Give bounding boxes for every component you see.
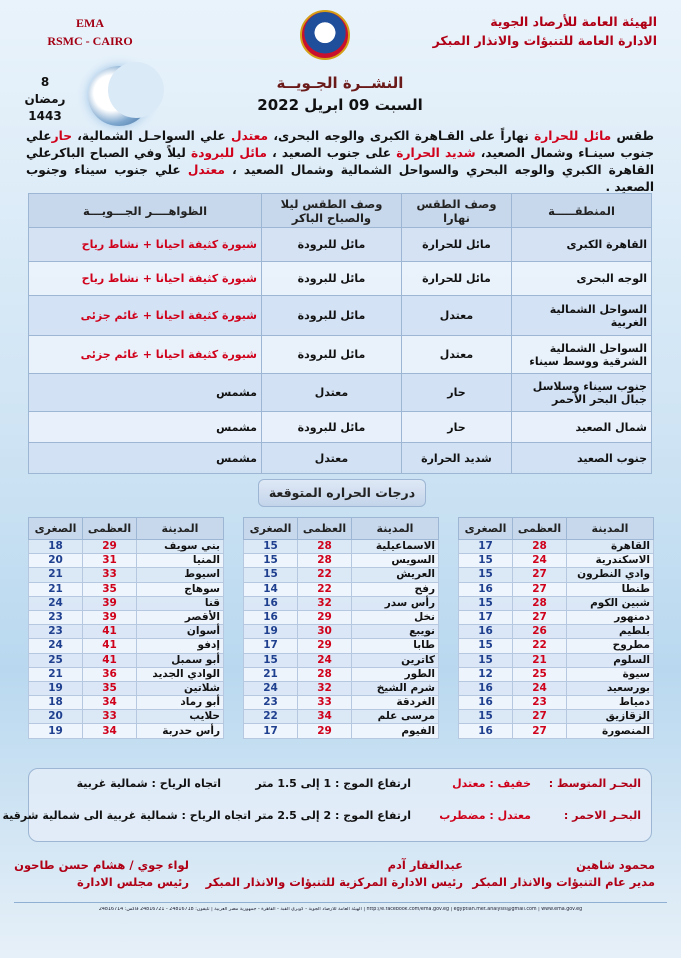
city-name: الأقصر [137,610,224,624]
min-temp: 17 [459,610,513,624]
footer-divider [14,902,667,903]
regional-weather-table [28,193,652,474]
city-name: رأس سدر [352,596,439,610]
day-desc: حار [402,374,512,412]
temp-row [459,554,654,568]
city-name: أسوان [137,625,224,639]
summary-highlight: شديد الحرارة [396,146,476,160]
phenomena-extra: + نشاط رياح [81,272,152,285]
head-name: عبدالغفار آدم [387,858,463,872]
max-temp: 27 [513,710,567,724]
temp-header-row [244,518,439,540]
max-temp: 29 [298,724,352,738]
director-title: مدير عام التنبؤات والانذار المبكر [472,875,655,889]
summary-highlight: معتدل [187,163,225,177]
summary-highlight: معتدل [231,129,269,143]
authority-name: الهيئة العامة للأرصاد الجوية [490,14,657,29]
mediterranean-row [29,777,651,807]
city-name: مطروح [567,639,654,653]
min-temp: 25 [29,653,83,667]
temp-row [29,582,224,596]
red-state: معتدل : مضطرب [439,809,531,822]
min-temp: 16 [244,610,298,624]
temperature-table-sinai [243,517,439,739]
city-name: اسيوط [137,568,224,582]
phenomena-extra: + غائم جزئى [80,309,152,322]
city-name: السلوم [567,653,654,667]
head-title: رئيس الادارة المركزية للتنبؤات والانذار المبكر [205,875,463,889]
max-temp: 26 [513,625,567,639]
temp-row [244,696,439,710]
phenomena [29,412,262,443]
summary-text: ليلاً وفي الصباح الباكرعلي القاهرة الكبري والوجه البحري والسواحل الشمالية وشمال الصعيد ، [26,146,654,177]
temp-row [29,696,224,710]
max-temp: 25 [513,667,567,681]
temp-row [459,639,654,653]
min-temp: 15 [459,639,513,653]
night-desc: مائل للبرودة [262,296,402,336]
temp-row [244,596,439,610]
max-temp: 24 [513,681,567,695]
city-name: المنيا [137,554,224,568]
temp-row [244,667,439,681]
min-temp: 24 [29,639,83,653]
city-name: قنا [137,596,224,610]
temp-row [459,540,654,554]
weather-summary [26,128,654,196]
med-label: البحـر المتوسط : [548,777,641,790]
hijri-year: 1443 [28,109,62,123]
city-name: الطور [352,667,439,681]
night-desc: معتدل [262,374,402,412]
city-name: السويس [352,554,439,568]
temp-row [244,710,439,724]
min-temp: 21 [29,667,83,681]
chairman-name: لواء جوي / هشام حسن طاحون [14,858,189,872]
table-row [29,336,652,374]
min-temp: 21 [244,667,298,681]
temp-row [459,653,654,667]
min-temp: 23 [244,696,298,710]
temp-row [29,596,224,610]
city-name: طنطا [567,582,654,596]
temp-header-min: الصغرى [29,518,83,540]
min-temp: 15 [459,554,513,568]
phenomena [29,443,262,474]
min-temp: 16 [459,681,513,695]
temp-row [244,724,439,738]
min-temp: 15 [244,540,298,554]
temp-row [459,568,654,582]
table-row [29,296,652,336]
max-temp: 34 [298,710,352,724]
night-desc: مائل للبرودة [262,336,402,374]
min-temp: 19 [29,681,83,695]
city-name: إدفو [137,639,224,653]
min-temp: 24 [244,681,298,695]
city-name: الاسكندرية [567,554,654,568]
max-temp: 27 [513,610,567,624]
table-row [29,262,652,296]
authority-header [433,12,657,50]
temp-header-row [459,518,654,540]
summary-text: نهاراً على القـاهرة الكبرى والوجه البحرى، [268,129,535,143]
temp-header-min: الصغرى [244,518,298,540]
phenomena-extra: مشمس [216,451,257,465]
temp-row [459,724,654,738]
temp-header-city: المدينة [567,518,654,540]
max-temp: 41 [83,639,137,653]
max-temp: 27 [513,568,567,582]
temp-row [244,582,439,596]
bulletin-date: السبت 09 ابريل 2022 [257,96,423,114]
max-temp: 34 [83,724,137,738]
night-desc: معتدل [262,443,402,474]
min-temp: 15 [244,554,298,568]
temp-header-max: العظمى [83,518,137,540]
temp-row [29,710,224,724]
max-temp: 28 [298,554,352,568]
city-name: رفح [352,582,439,596]
min-temp: 15 [459,596,513,610]
max-temp: 28 [513,596,567,610]
day-desc: مائل للحرارة [402,228,512,262]
max-temp: 34 [83,696,137,710]
temp-row [244,568,439,582]
header-phenomena: الظواهــــر الجـــويـــة [29,194,262,228]
hijri-day: 8 [40,75,50,89]
min-temp: 17 [244,724,298,738]
signature-head [206,857,463,891]
table-row [29,374,652,412]
city-name: بورسعيد [567,681,654,695]
temp-row [29,667,224,681]
min-temp: 14 [244,582,298,596]
min-temp: 23 [29,610,83,624]
signature-director [472,857,655,891]
max-temp: 22 [513,639,567,653]
min-temp: 21 [29,582,83,596]
temp-row [244,639,439,653]
city-name: أبو سمبل [137,653,224,667]
city-name: كاترين [352,653,439,667]
city-name: طابا [352,639,439,653]
summary-highlight: حار [51,129,73,143]
max-temp: 28 [513,540,567,554]
min-temp: 15 [459,710,513,724]
phenomena [29,262,262,296]
sea-state-panel [2,768,652,842]
temp-header-min: الصغرى [459,518,513,540]
summary-highlight: مائل للحرارة [534,129,612,143]
day-desc: شديد الحرارة [402,443,512,474]
temp-row [244,540,439,554]
max-temp: 28 [298,667,352,681]
max-temp: 33 [83,568,137,582]
temperature-section-title: درجات الحراره المتوقعة [258,479,426,507]
max-temp: 27 [513,582,567,596]
phenomena [29,296,262,336]
city-name: شلاتين [137,681,224,695]
temp-row [29,568,224,582]
phenomena-extra: + نشاط رياح [81,238,152,251]
city-name: أبو رماد [137,696,224,710]
header-region: المنطقـــــة [512,194,652,228]
max-temp: 21 [513,653,567,667]
table-row [29,443,652,474]
min-temp: 23 [29,625,83,639]
max-temp: 39 [83,596,137,610]
crescent-cutout [108,62,164,118]
min-temp: 19 [29,724,83,738]
temp-row [244,625,439,639]
city-name: بني سويف [137,540,224,554]
city-name: الغردقة [352,696,439,710]
max-temp: 36 [83,667,137,681]
min-temp: 22 [244,710,298,724]
night-desc: مائل للبرودة [262,228,402,262]
temp-row [29,724,224,738]
summary-highlight: مائل للبرودة [191,146,267,160]
footer-contact: http://e.facebook.com/ema.gov.eg | egyptian.met.analysis@gmail.com | www.ema.gov.eg | الهيئة العامة للأرصاد الجوية - كوبري القبة - القاهرة - جمهورية مصر العربية | تليفون: 24816718 - 24816721 فاكس: 24816714 [98,907,583,912]
temp-header-row [29,518,224,540]
min-temp: 16 [459,625,513,639]
city-name: دمياط [567,696,654,710]
city-name: الوادي الجديد [137,667,224,681]
min-temp: 16 [459,696,513,710]
night-desc: مائل للبرودة [262,262,402,296]
red-wave: ارتفاع الموج : 2 إلى 2.5 متر [255,809,411,822]
red-wind: اتجاه الرياح : شمالية غربية الى شمالية شرقية [2,809,251,822]
temp-row [244,554,439,568]
day-desc: حار [402,412,512,443]
summary-text: علي السواحـل الشمالية، [72,129,232,143]
night-desc: مائل للبرودة [262,412,402,443]
region: جنوب سيناء وسلاسل جبال البحر الأحمر [512,374,652,412]
temp-row [29,625,224,639]
min-temp: 18 [29,696,83,710]
max-temp: 29 [298,639,352,653]
city-name: حلايب [137,710,224,724]
max-temp: 35 [83,681,137,695]
min-temp: 15 [244,568,298,582]
summary-text: علي جنوب سينـاء وشمال الصعيد، [26,129,654,160]
day-desc: مائل للحرارة [402,262,512,296]
table-row [29,412,652,443]
max-temp: 35 [83,582,137,596]
hijri-date [10,74,80,125]
department-name: الادارة العامة للتنبؤات والانذار المبكر [432,33,657,48]
med-wind: اتجاه الرياح : شمالية غربية [76,777,221,790]
phenomena [29,336,262,374]
header-day: وصف الطقس نهارا [402,194,512,228]
city-name: شرم الشيخ [352,681,439,695]
temp-row [459,681,654,695]
city-name: الاسماعيلية [352,540,439,554]
temp-row [459,667,654,681]
max-temp: 33 [83,710,137,724]
temp-row [459,596,654,610]
temp-row [459,582,654,596]
ema-rsmc-header [20,14,160,50]
med-state: خفيف : معتدل [452,777,531,790]
region: القاهرة الكبرى [512,228,652,262]
temperature-table-upper-egypt [28,517,224,739]
phenomena-fog: شبورة كثيفة احيانا [155,238,257,251]
min-temp: 17 [244,639,298,653]
temp-row [29,554,224,568]
chairman-title: رئيس مجلس الادارة [76,875,189,889]
min-temp: 20 [29,710,83,724]
city-name: شبين الكوم [567,596,654,610]
day-desc: معتدل [402,296,512,336]
phenomena [29,374,262,412]
temp-row [29,681,224,695]
min-temp: 15 [459,653,513,667]
min-temp: 15 [459,568,513,582]
max-temp: 23 [513,696,567,710]
temp-row [244,610,439,624]
red-sea-row [2,809,651,839]
table-header-row [29,194,652,228]
red-label: البحـر الاحمر : [563,809,641,822]
temp-row [459,696,654,710]
bulletin-title: النشــرة الجـويــة [276,74,404,92]
max-temp: 29 [298,610,352,624]
temp-header-max: العظمى [298,518,352,540]
med-wave: ارتفاع الموج : 1 إلى 1.5 متر [255,777,411,790]
min-temp: 24 [29,596,83,610]
phenomena-extra: + غائم جزئى [80,348,152,361]
phenomena-fog: شبورة كثيفة احيانا [155,309,257,322]
summary-text: على جنوب الصعيد ، [266,146,397,160]
max-temp: 29 [83,540,137,554]
summary-text: علي جنوب سيناء وجنوب الصعيد . [26,163,654,194]
ema-label: EMA [76,16,104,30]
region: شمال الصعيد [512,412,652,443]
max-temp: 31 [83,554,137,568]
rsmc-label: RSMC - CAIRO [47,34,133,48]
signature-chairman [14,857,189,891]
phenomena-extra: مشمس [216,386,257,399]
phenomena-fog: شبورة كثيفة احيانا [155,272,257,285]
temp-row [459,610,654,624]
min-temp: 16 [459,724,513,738]
temp-header-max: العظمى [513,518,567,540]
min-temp: 19 [244,625,298,639]
temp-row [244,681,439,695]
summary-text: طقس [611,129,654,143]
max-temp: 24 [298,653,352,667]
city-name: الزقازيق [567,710,654,724]
city-name: وادي النطرون [567,568,654,582]
region: جنوب الصعيد [512,443,652,474]
max-temp: 32 [298,681,352,695]
temp-row [459,710,654,724]
region: الوجه البحرى [512,262,652,296]
temperature-table-delta [458,517,654,739]
min-temp: 16 [459,582,513,596]
max-temp: 27 [513,724,567,738]
city-name: الفيوم [352,724,439,738]
temp-header-city: المدينة [352,518,439,540]
min-temp: 16 [244,596,298,610]
phenomena-fog: شبورة كثيفة احيانا [155,348,257,361]
max-temp: 41 [83,625,137,639]
city-name: نخل [352,610,439,624]
city-name: العريش [352,568,439,582]
ema-logo-icon [300,10,350,60]
region: السواحل الشمالية الشرقية ووسط سيناء [512,336,652,374]
region: السواحل الشمالية الغربية [512,296,652,336]
temp-row [29,653,224,667]
max-temp: 28 [298,540,352,554]
phenomena-extra: مشمس [216,420,257,434]
city-name: المنصورة [567,724,654,738]
min-temp: 21 [29,568,83,582]
max-temp: 33 [298,696,352,710]
min-temp: 12 [459,667,513,681]
hijri-month: رمضان [24,92,66,106]
min-temp: 17 [459,540,513,554]
city-name: دمنهور [567,610,654,624]
temp-row [29,639,224,653]
max-temp: 24 [513,554,567,568]
max-temp: 30 [298,625,352,639]
director-name: محمود شاهين [576,858,655,872]
temp-row [29,540,224,554]
temp-header-city: المدينة [137,518,224,540]
max-temp: 22 [298,568,352,582]
table-row [29,228,652,262]
city-name: نويبع [352,625,439,639]
min-temp: 15 [244,653,298,667]
min-temp: 20 [29,554,83,568]
day-desc: معتدل [402,336,512,374]
city-name: سيوة [567,667,654,681]
city-name: مرسى علم [352,710,439,724]
max-temp: 39 [83,610,137,624]
max-temp: 32 [298,596,352,610]
max-temp: 41 [83,653,137,667]
max-temp: 22 [298,582,352,596]
header-night: وصف الطقس ليلا والصباح الباكر [262,194,402,228]
temp-row [244,653,439,667]
min-temp: 18 [29,540,83,554]
phenomena [29,228,262,262]
city-name: رأس حدربة [137,724,224,738]
temp-row [29,610,224,624]
city-name: القاهرة [567,540,654,554]
city-name: سوهاج [137,582,224,596]
temp-row [459,625,654,639]
city-name: بلطيم [567,625,654,639]
